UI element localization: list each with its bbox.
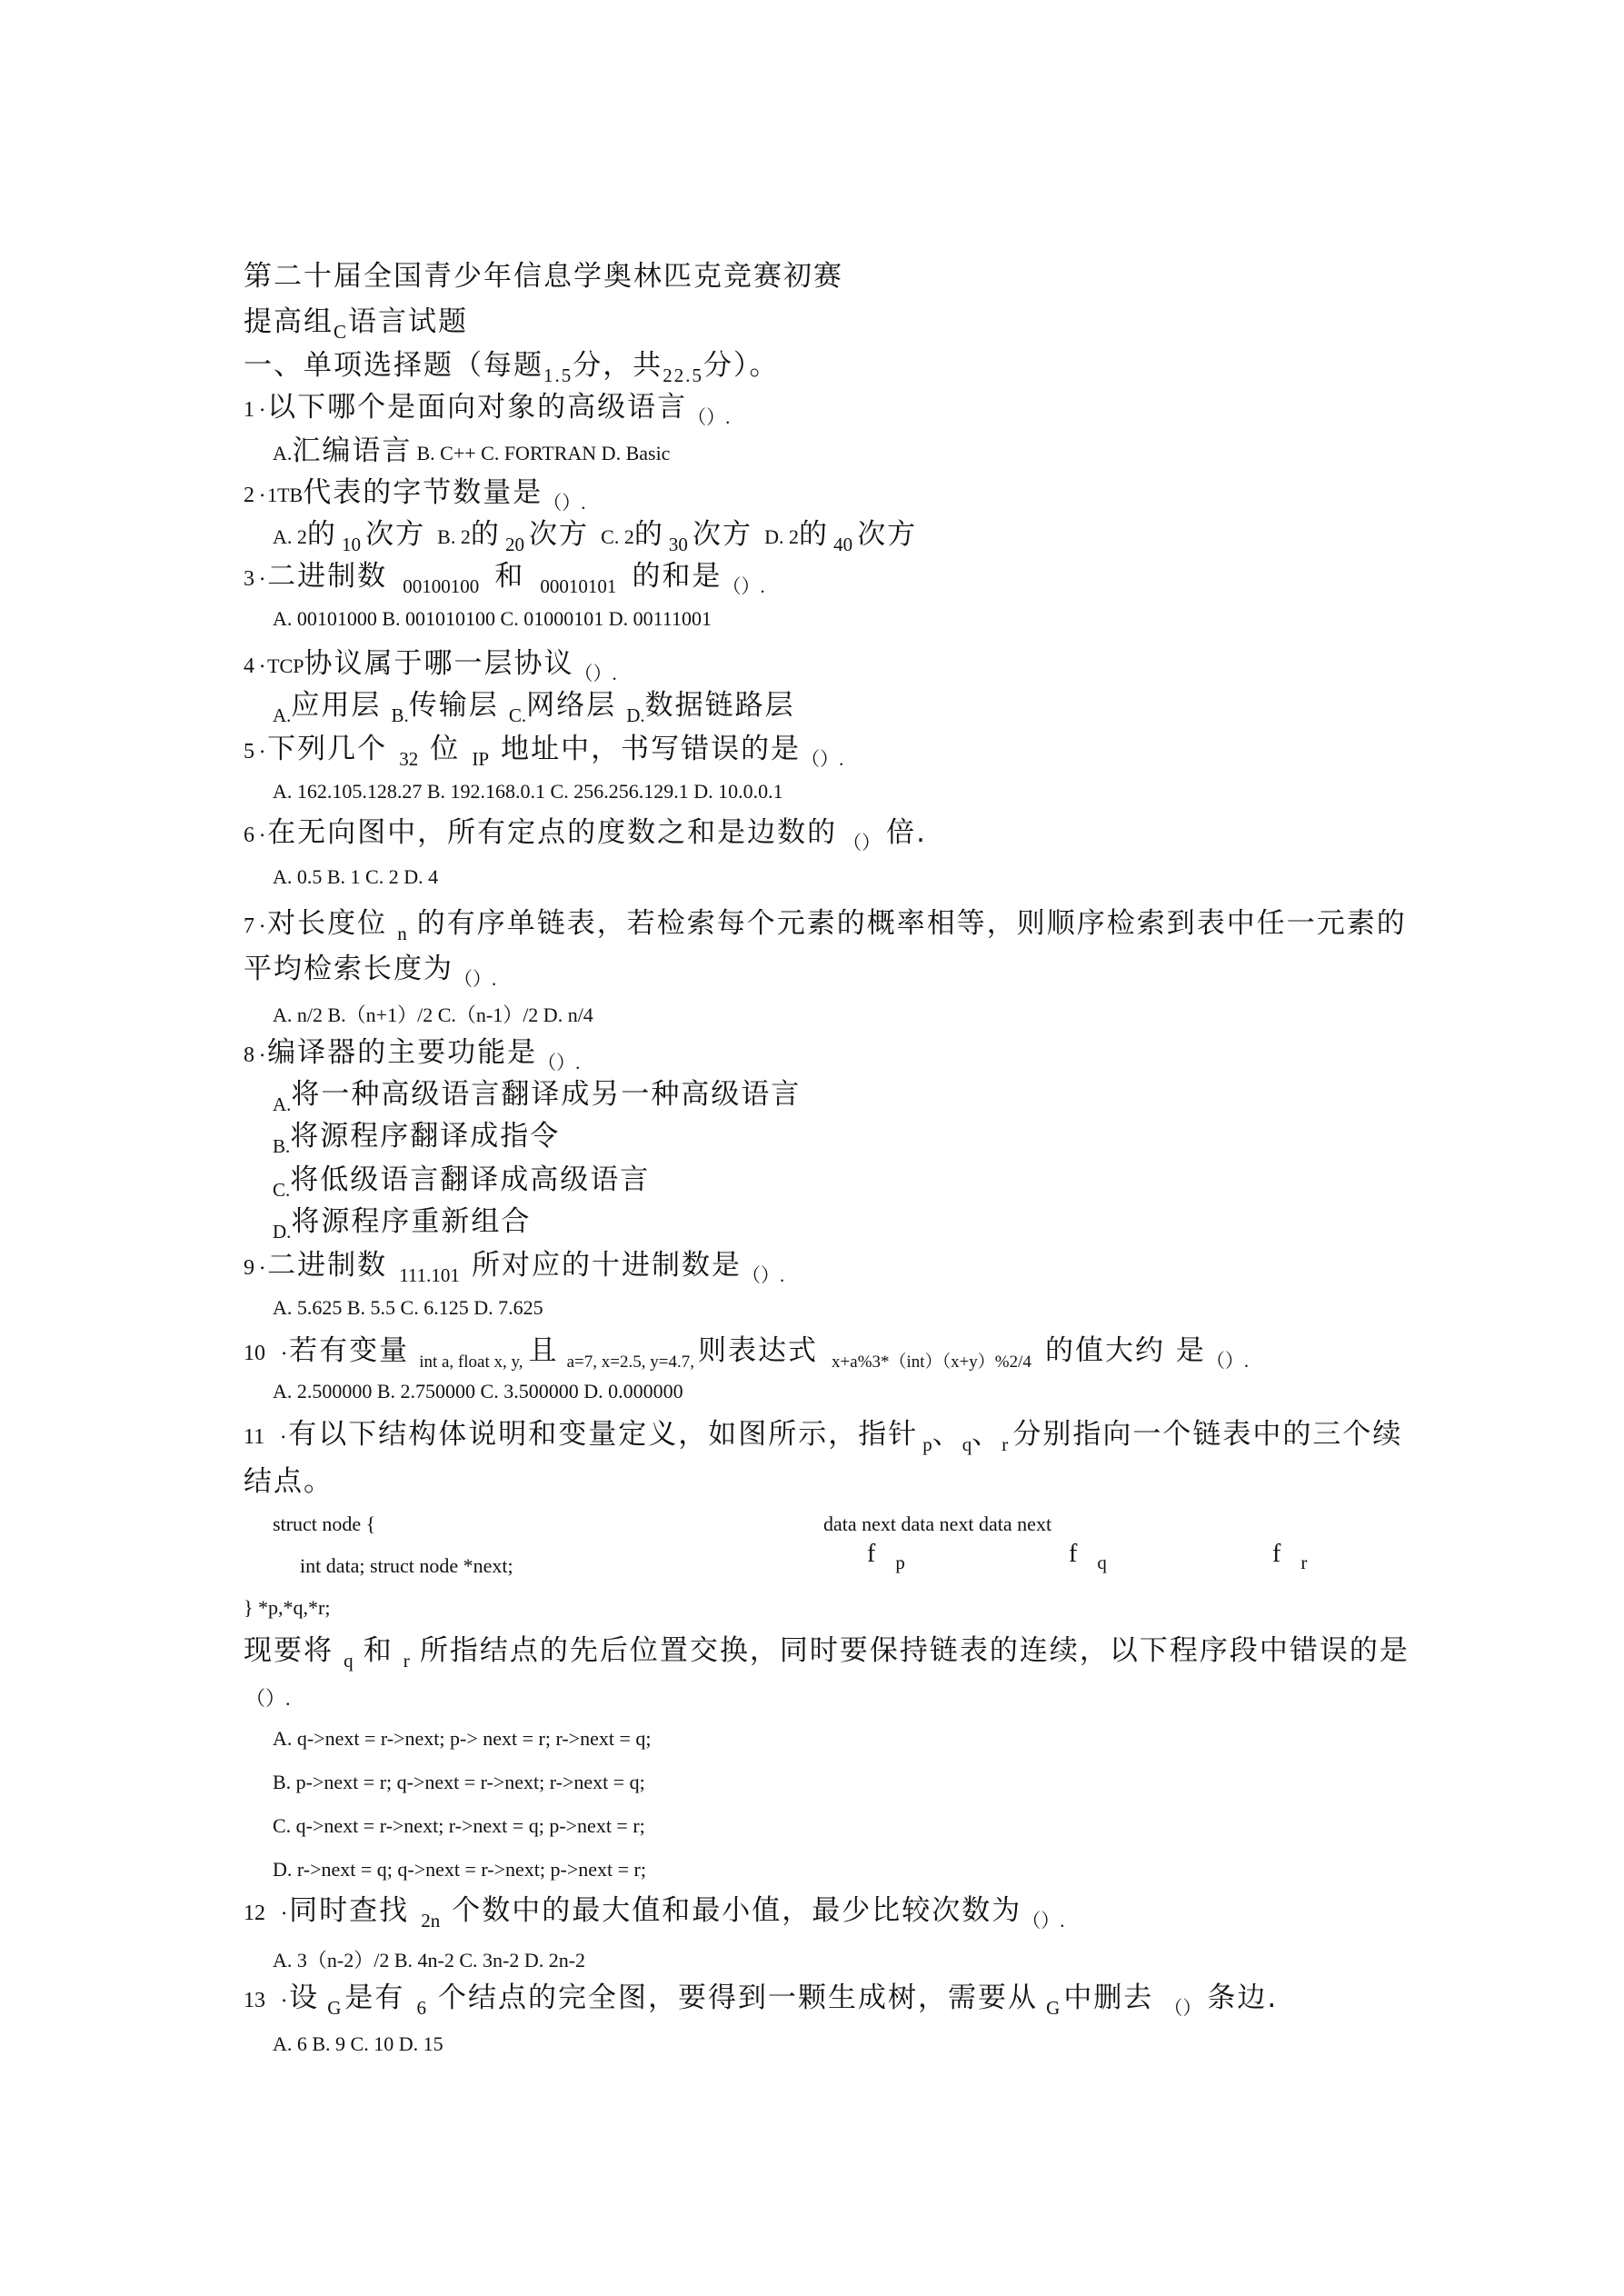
- question-13: 13 .设 G 是有 6 个结点的完全图，要得到一颗生成树，需要从 G 中删去 （） 条边.: [244, 1982, 1279, 2019]
- question-11-option-b: B. p->next = r; q->next = r->next; r->next = q;: [273, 1771, 645, 1793]
- question-8-option-c: C.将低级语言翻译成高级语言: [273, 1163, 651, 1201]
- question-12-options: A. 3（n-2）/2 B. 4n-2 C. 3n-2 D. 2n-2: [273, 1949, 586, 1972]
- question-3: 3 .二进制数 00100100 和 00010101 的和是（）.: [244, 560, 765, 597]
- question-8-option-d: D.将源程序重新组合: [273, 1205, 532, 1243]
- code-struct-close: } *p,*q,*r;: [244, 1596, 331, 1619]
- question-4: 4 .TCP协议属于哪一层协议（）.: [244, 647, 617, 684]
- question-10-options: A. 2.500000 B. 2.750000 C. 3.500000 D. 0.000000: [273, 1380, 683, 1403]
- question-8: 8 .编译器的主要功能是（）.: [244, 1036, 581, 1073]
- question-7: 7 .对长度位 n 的有序单链表，若检索每个元素的概率相等，则顺序检索到表中任一元素的: [244, 907, 1407, 944]
- question-8-option-b: B.将源程序翻译成指令: [273, 1120, 561, 1157]
- pointer-q-label: f q: [1069, 1540, 1107, 1573]
- question-12: 12 .同时查找 2n 个数中的最大值和最小值，最少比较次数为（）.: [244, 1894, 1065, 1932]
- code-struct-open: struct node {: [273, 1512, 376, 1535]
- question-11: 11 .有以下结构体说明和变量定义，如图所示，指针 p、q、r 分别指向一个链表中的三个续: [244, 1418, 1403, 1455]
- question-7-options: A. n/2 B.（n+1）/2 C.（n-1）/2 D. n/4: [273, 1003, 593, 1026]
- section-heading: 一、单项选择题（每题$_{1.5}$分，共$_{22.5}$分）。: [244, 349, 780, 386]
- question-11-paren: （）.: [245, 1687, 291, 1710]
- question-9: 9 .二进制数 111.101 所对应的十进制数是（）.: [244, 1249, 785, 1286]
- question-11-cont: 结点。: [244, 1465, 334, 1498]
- page-subtitle: 提高组$_C$语言试题: [244, 305, 469, 343]
- question-13-options: A. 6 B. 9 C. 10 D. 15: [273, 2032, 443, 2055]
- question-11-task: 现要将 q 和 r 所指结点的先后位置交换，同时要保持链表的连续，以下程序段中错误的是: [244, 1634, 1410, 1672]
- question-5-options: A. 162.105.128.27 B. 192.168.0.1 C. 256.256.129.1 D. 10.0.0.1: [273, 780, 783, 803]
- question-7-cont: 平均检索长度为（）.: [244, 953, 497, 990]
- question-5: 5 .下列几个 32 位 IP 地址中，书写错误的是（）.: [244, 733, 844, 770]
- question-2: 2 .1TB代表的字节数量是（）.: [244, 476, 586, 514]
- question-6: 6 .在无向图中，所有定点的度数之和是边数的 （） 倍.: [244, 816, 927, 854]
- page-title: 第二十届全国青少年信息学奥林匹克竞赛初赛: [244, 260, 843, 293]
- pointer-p-label: f p: [867, 1540, 905, 1573]
- code-struct-body: int data; struct node *next;: [300, 1554, 513, 1577]
- linked-list-diagram-header: data next data next data next: [823, 1512, 1052, 1535]
- question-3-options: A. 00101000 B. 001010100 C. 01000101 D. 00111001: [273, 607, 712, 630]
- question-8-option-a: A.将一种高级语言翻译成另一种高级语言: [273, 1078, 802, 1115]
- question-1: 1 .以下哪个是面向对象的高级语言（）.: [244, 391, 731, 428]
- question-11-option-c: C. q->next = r->next; r->next = q; p->next = r;: [273, 1814, 645, 1837]
- question-11-option-a: A. q->next = r->next; p-> next = r; r->next = q;: [273, 1727, 652, 1750]
- question-11-option-d: D. r->next = q; q->next = r->next; p->next = r;: [273, 1858, 646, 1881]
- question-6-options: A. 0.5 B. 1 C. 2 D. 4: [273, 865, 439, 888]
- question-9-options: A. 5.625 B. 5.5 C. 6.125 D. 7.625: [273, 1296, 543, 1319]
- question-2-options: A. 2的 10 次方 B. 2的 20 次方 C. 2的 30 次方 D. 2的 40 次方: [273, 518, 918, 555]
- question-1-options: A.汇编语言 B. C++ C. FORTRAN D. Basic: [273, 434, 671, 467]
- pointer-r-label: f r: [1272, 1540, 1308, 1573]
- question-4-options: A.应用层 B.传输层 C.网络层 D.数据链路层: [273, 689, 795, 726]
- question-10: 10 .若有变量 int a, float x, y, 且 a=7, x=2.5, y=4.7, 则表达式 x+a%3*（int）（x+y）%2/4 的值大约 是（）.: [244, 1334, 1250, 1372]
